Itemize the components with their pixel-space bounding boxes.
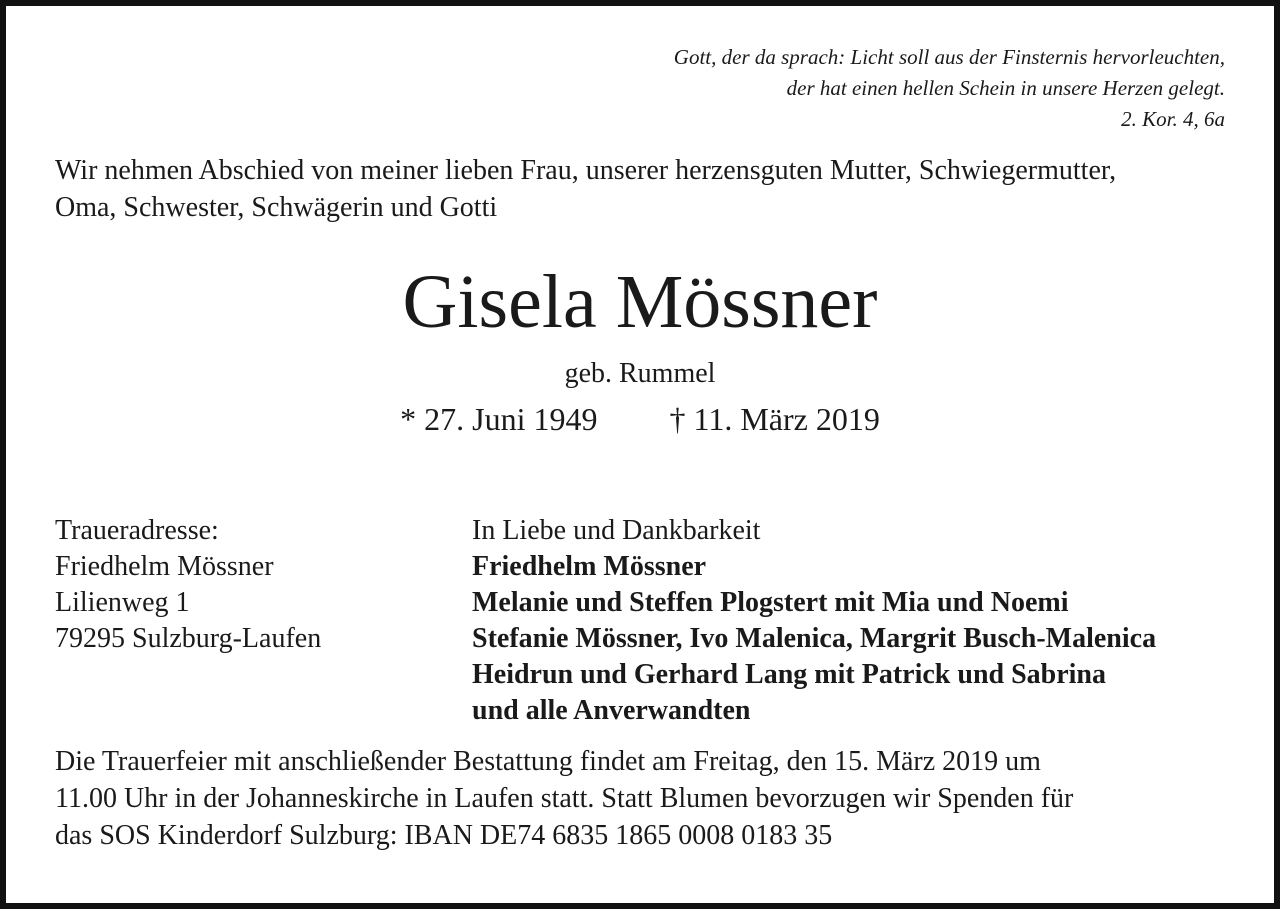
maiden-name: geb. Rummel (564, 358, 716, 389)
mourner-name: Friedhelm Mössner (472, 551, 707, 582)
address-line: Lilienweg 1 (55, 587, 190, 618)
mourners-heading: In Liebe und Dankbarkeit (472, 515, 761, 546)
details-line: 11.00 Uhr in der Johanneskirche in Laufen statt. Statt Blumen bevorzugen wir Spenden für (55, 783, 1074, 814)
mourning-address (55, 513, 321, 657)
intro-line: Wir nehmen Abschied von meiner lieben Frau, unserer herzensguten Mutter, Schwiegermutter, (55, 155, 1117, 186)
verse-line: der hat einen hellen Schein in unsere Herzen gelegt. (786, 76, 1225, 100)
deceased-name: Gisela Mössner (402, 260, 878, 344)
mourner-name: Melanie und Steffen Plogstert mit Mia und Noemi (472, 587, 1069, 618)
details-line: Die Trauerfeier mit anschließender Bestattung findet am Freitag, den 15. März 2019 um (55, 746, 1041, 777)
address-line: Friedhelm Mössner (55, 551, 274, 582)
intro-line: Oma, Schwester, Schwägerin und Gotti (55, 192, 498, 223)
details-line: das SOS Kinderdorf Sulzburg: IBAN DE74 6835 1865 0008 0183 35 (55, 820, 833, 851)
mourners-list (472, 513, 1156, 729)
verse-reference: 2. Kor. 4, 6a (1121, 107, 1225, 131)
death-date: † 11. März 2019 (669, 401, 880, 437)
intro-text (55, 152, 1235, 226)
bible-verse (674, 42, 1225, 135)
funeral-details (55, 743, 1235, 854)
mourner-name: Heidrun und Gerhard Lang mit Patrick und Sabrina (472, 659, 1107, 690)
address-label: Traueradresse: (55, 515, 219, 546)
mourner-name: und alle Anverwandten (472, 695, 751, 726)
life-dates (0, 398, 1280, 440)
birth-date: * 27. Juni 1949 (400, 401, 598, 437)
address-line: 79295 Sulzburg-Laufen (55, 623, 322, 654)
mourner-name: Stefanie Mössner, Ivo Malenica, Margrit Busch-Malenica (472, 623, 1157, 654)
verse-line: Gott, der da sprach: Licht soll aus der Finsternis hervorleuchten, (673, 45, 1225, 69)
